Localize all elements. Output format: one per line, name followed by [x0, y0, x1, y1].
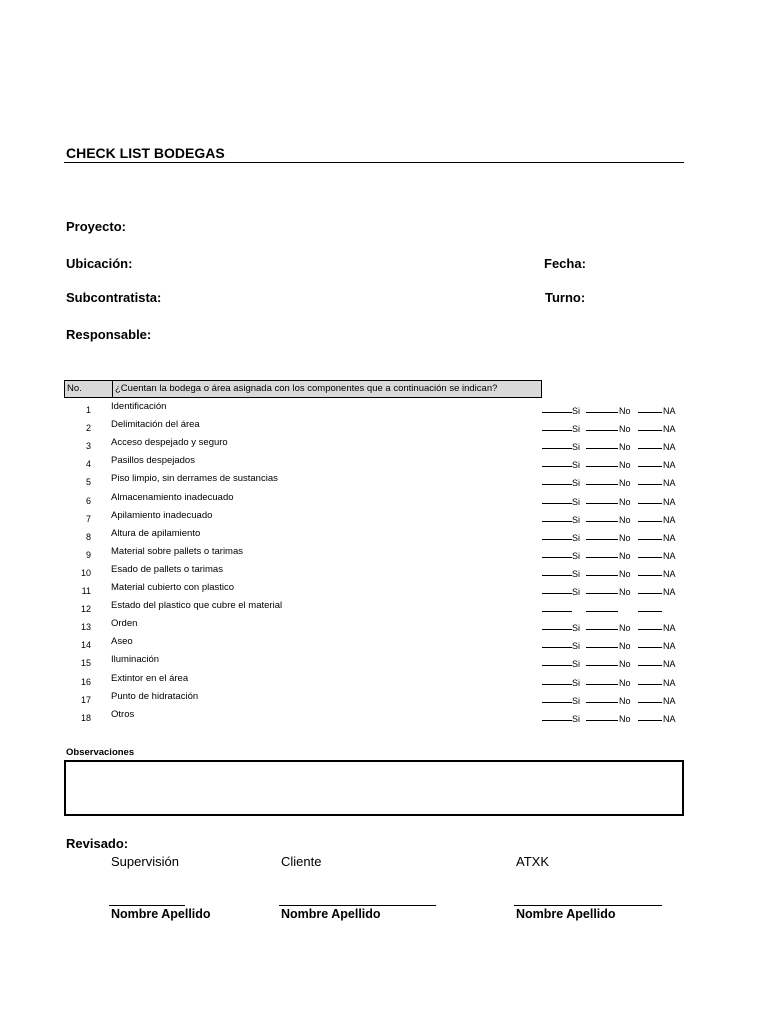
item-label: Material cubierto con plastico	[111, 582, 235, 593]
option-na-label: NA	[663, 550, 676, 561]
answer-no-blank[interactable]	[586, 629, 618, 630]
option-no-label: No	[619, 587, 631, 597]
option-si-label: Si	[572, 460, 581, 471]
option-no-label: No	[619, 442, 631, 453]
item-number: 17	[80, 694, 91, 705]
answer-si-blank[interactable]	[542, 702, 572, 703]
answer-si-blank[interactable]	[542, 684, 572, 685]
option-no-label: No	[619, 532, 631, 543]
option-na-label: NA	[663, 659, 676, 670]
answer-no-blank[interactable]	[586, 521, 618, 522]
ubicacion-label: Ubicación:	[66, 256, 133, 271]
answer-no-blank[interactable]	[586, 557, 618, 558]
option-no-label: No	[619, 424, 631, 435]
item-number: 6	[85, 495, 91, 506]
checklist-row	[64, 582, 684, 600]
item-label: Apilamiento inadecuado	[111, 509, 213, 521]
option-si-label: Si	[572, 623, 581, 634]
option-na-label: NA	[663, 514, 676, 525]
checklist-row	[64, 473, 684, 491]
item-number: 1	[85, 405, 91, 415]
item-label: Orden	[111, 618, 138, 630]
option-si-label: Si	[572, 587, 581, 597]
item-label: Almacenamiento inadecuado	[111, 491, 234, 503]
option-no-label: No	[619, 659, 631, 670]
item-number: 14	[80, 640, 91, 651]
option-na-label: NA	[663, 695, 676, 706]
answer-no-blank[interactable]	[586, 503, 618, 504]
checklist-row	[64, 492, 684, 510]
item-label: Aseo	[111, 636, 133, 648]
checklist-row	[64, 709, 684, 727]
option-na-label: NA	[663, 641, 676, 652]
option-no-label: No	[619, 695, 631, 706]
option-na-label: NA	[663, 424, 676, 435]
item-label: Piso limpio, sin derrames de sustancias	[111, 473, 278, 485]
checklist-header	[64, 380, 542, 398]
item-label: Material sobre pallets o tarimas	[111, 545, 243, 557]
answer-na-blank[interactable]	[638, 503, 662, 504]
answer-si-blank[interactable]	[542, 575, 572, 576]
observaciones-label: Observaciones	[66, 747, 135, 758]
option-na-label: NA	[663, 568, 676, 579]
title-divider	[64, 162, 684, 163]
answer-no-blank[interactable]	[586, 684, 618, 685]
answer-si-blank[interactable]	[542, 448, 572, 449]
item-number: 4	[85, 459, 91, 470]
option-si-label: Si	[572, 424, 581, 435]
signature-name-atxk: Nombre Apellido	[516, 907, 616, 921]
checklist-row	[64, 654, 684, 672]
option-si-label: Si	[572, 695, 581, 706]
answer-no-blank[interactable]	[586, 611, 618, 612]
option-no-label: No	[619, 550, 631, 561]
option-si-label: Si	[572, 442, 581, 453]
signature-role-supervision: Supervisión	[111, 854, 179, 869]
answer-si-blank[interactable]	[542, 665, 572, 666]
checklist-row	[64, 618, 684, 636]
answer-si-blank[interactable]	[542, 629, 572, 630]
answer-na-blank[interactable]	[638, 684, 662, 685]
option-no-label: No	[619, 623, 631, 634]
proyecto-label: Proyecto:	[66, 219, 126, 234]
answer-si-blank[interactable]	[542, 720, 572, 721]
option-si-label: Si	[572, 713, 581, 724]
option-na-label: NA	[663, 406, 676, 416]
answer-si-blank[interactable]	[542, 412, 572, 413]
option-na-label: NA	[663, 496, 676, 507]
option-si-label: Si	[572, 496, 581, 507]
option-no-label: No	[619, 677, 631, 688]
option-no-label: No	[619, 568, 631, 579]
option-na-label: NA	[663, 587, 676, 597]
option-si-label: Si	[572, 406, 581, 416]
signature-line-cliente[interactable]	[279, 905, 436, 906]
answer-no-blank[interactable]	[586, 466, 618, 467]
item-label: Punto de hidratación	[111, 690, 199, 702]
checklist-row	[64, 510, 684, 528]
observaciones-box[interactable]	[64, 760, 684, 816]
signature-role-atxk: ATXK	[516, 854, 549, 869]
signature-name-cliente: Nombre Apellido	[281, 907, 381, 921]
answer-no-blank[interactable]	[586, 647, 618, 648]
checklist-row	[64, 419, 684, 437]
answer-no-blank[interactable]	[586, 539, 618, 540]
checklist-row	[64, 528, 684, 546]
option-si-label: Si	[572, 532, 581, 543]
answer-no-blank[interactable]	[586, 720, 618, 721]
answer-si-blank[interactable]	[542, 503, 572, 504]
answer-si-blank[interactable]	[542, 557, 572, 558]
signature-name-supervision: Nombre Apellido	[111, 907, 211, 921]
answer-na-blank[interactable]	[638, 557, 662, 558]
header-question: ¿Cuentan la bodega o área asignada con los componentes que a continuación se indican?	[115, 383, 498, 394]
answer-na-blank[interactable]	[638, 521, 662, 522]
checklist-row	[64, 600, 684, 618]
option-si-label: Si	[572, 550, 581, 561]
answer-na-blank[interactable]	[638, 575, 662, 576]
answer-na-blank[interactable]	[638, 466, 662, 467]
option-na-label: NA	[663, 713, 676, 724]
signature-line-atxk[interactable]	[514, 905, 662, 906]
option-no-label: No	[619, 478, 631, 489]
answer-si-blank[interactable]	[542, 647, 572, 648]
signature-line-supervision[interactable]	[109, 905, 185, 906]
option-si-label: Si	[572, 568, 581, 579]
item-label: Altura de apilamiento	[111, 527, 201, 539]
option-no-label: No	[619, 713, 631, 724]
header-number: No.	[65, 381, 113, 397]
answer-si-blank[interactable]	[542, 539, 572, 540]
item-number: 18	[80, 712, 91, 723]
answer-na-blank[interactable]	[638, 720, 662, 721]
item-label: Iluminación	[111, 654, 160, 666]
document-title: CHECK LIST BODEGAS	[66, 145, 225, 161]
item-number: 5	[85, 477, 91, 488]
answer-si-blank[interactable]	[542, 593, 572, 594]
answer-na-blank[interactable]	[638, 448, 662, 449]
answer-na-blank[interactable]	[638, 484, 662, 485]
option-si-label: Si	[572, 641, 581, 652]
option-si-label: Si	[572, 659, 581, 670]
item-number: 2	[85, 423, 91, 434]
item-number: 3	[85, 441, 91, 452]
answer-na-blank[interactable]	[638, 611, 662, 612]
answer-si-blank[interactable]	[542, 430, 572, 431]
answer-si-blank[interactable]	[542, 466, 572, 467]
option-si-label: Si	[572, 478, 581, 489]
answer-si-blank[interactable]	[542, 611, 572, 612]
item-label: Identificación	[111, 401, 167, 412]
checklist-row	[64, 691, 684, 709]
answer-no-blank[interactable]	[586, 484, 618, 485]
checklist-row	[64, 437, 684, 455]
checklist-row	[64, 455, 684, 473]
answer-na-blank[interactable]	[638, 702, 662, 703]
checklist-row	[64, 673, 684, 691]
option-na-label: NA	[663, 677, 676, 688]
answer-na-blank[interactable]	[638, 430, 662, 431]
answer-na-blank[interactable]	[638, 629, 662, 630]
answer-no-blank[interactable]	[586, 448, 618, 449]
option-na-label: NA	[663, 478, 676, 489]
item-number: 11	[81, 586, 91, 596]
answer-no-blank[interactable]	[586, 412, 618, 413]
checklist-row	[64, 636, 684, 654]
subcontratista-label: Subcontratista:	[66, 290, 162, 305]
item-label: Acceso despejado y seguro	[111, 437, 228, 449]
item-number: 16	[80, 676, 91, 687]
answer-no-blank[interactable]	[586, 665, 618, 666]
option-si-label: Si	[572, 677, 581, 688]
item-label: Estado del plastico que cubre el material	[111, 600, 283, 612]
answer-na-blank[interactable]	[638, 539, 662, 540]
item-number: 15	[80, 658, 91, 669]
option-si-label: Si	[572, 514, 581, 525]
checklist-row	[64, 546, 684, 564]
fecha-label: Fecha:	[544, 256, 586, 271]
item-number: 10	[80, 567, 91, 578]
option-na-label: NA	[663, 623, 676, 634]
signature-role-cliente: Cliente	[281, 854, 322, 869]
item-number: 9	[85, 549, 91, 560]
answer-no-blank[interactable]	[586, 575, 618, 576]
answer-na-blank[interactable]	[638, 665, 662, 666]
item-label: Esado de pallets o tarimas	[111, 563, 223, 575]
answer-si-blank[interactable]	[542, 521, 572, 522]
option-no-label: No	[619, 641, 631, 652]
answer-no-blank[interactable]	[586, 702, 618, 703]
option-na-label: NA	[663, 460, 676, 471]
turno-label: Turno:	[545, 290, 586, 305]
item-number: 12	[80, 604, 91, 615]
answer-no-blank[interactable]	[586, 430, 618, 431]
revisado-label: Revisado:	[66, 836, 129, 851]
item-label: Pasillos despejados	[111, 455, 195, 467]
item-label: Delimitación del área	[111, 419, 200, 431]
answer-na-blank[interactable]	[638, 412, 662, 413]
item-number: 8	[85, 531, 91, 542]
option-no-label: No	[619, 460, 631, 471]
item-number: 13	[80, 622, 91, 633]
item-label: Extintor en el área	[111, 672, 189, 684]
option-no-label: No	[619, 496, 631, 507]
item-number: 7	[85, 513, 91, 524]
responsable-label: Responsable:	[66, 327, 152, 342]
checklist-row	[64, 401, 684, 419]
option-na-label: NA	[663, 532, 676, 543]
answer-si-blank[interactable]	[542, 484, 572, 485]
checklist-row	[64, 564, 684, 582]
option-no-label: No	[619, 406, 631, 416]
answer-na-blank[interactable]	[638, 647, 662, 648]
item-label: Otros	[111, 708, 135, 720]
answer-no-blank[interactable]	[586, 593, 618, 594]
answer-na-blank[interactable]	[638, 593, 662, 594]
option-no-label: No	[619, 514, 631, 525]
option-na-label: NA	[663, 442, 676, 453]
